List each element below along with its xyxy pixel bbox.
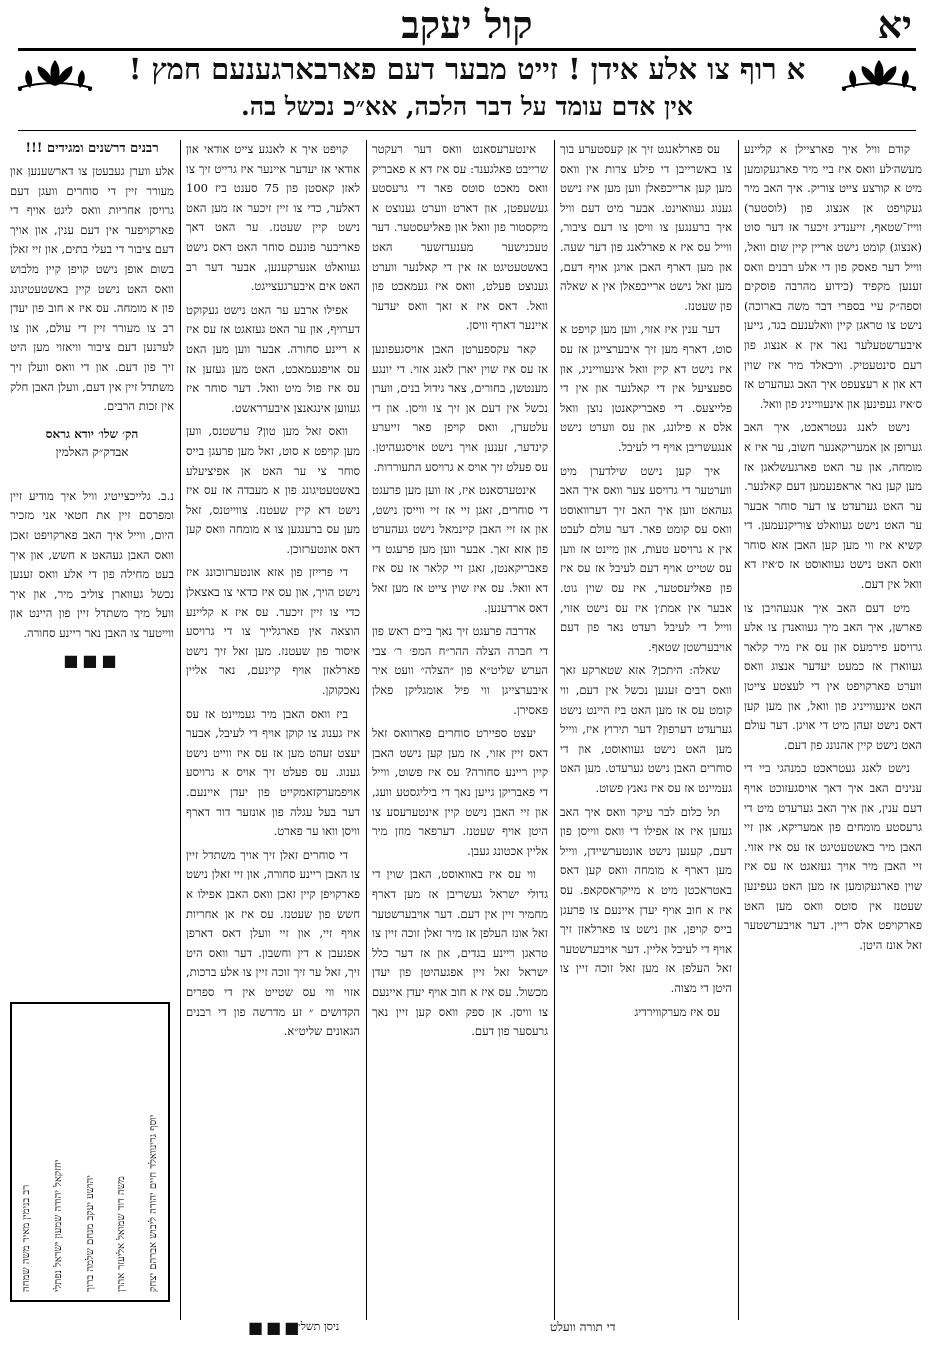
article-paragraph: אינטערעסאנט וואס דער רעקטר שרייבט פאלגענד: עס איז דא א פאבריק וואס מאכט סוטס פאר די גרעסטע געשעפטן, און דארט ווערט גענוצט א מיקסטור פון וואל און פאליעסטער. דער טעכנישער מענעדזשער האט באשטעטיגט אז אין די קאלנער ווערט גענוצט פעלט, וואס איז געמאכט פון וואל. דאס איז א זאך וואס יעדער איינער דארף וויסן.: [372, 142, 548, 333]
article-paragraph: קאר עקספערטן האבן אויסגעפונען אז עס איז שוין יארן לאנג אזוי. די יונגע מענטשן, בחורים, צאר גידול בנים, ווערן נכשל אין דעם אן זיך צו וויסן. און די עלטערן, וואס קויפן פאר זייערע קינדער, זענען אויך נישט אויסגעהיטן. עס פעלט זיך אויס א גרויסע התעוררות.: [372, 341, 548, 474]
article-paragraph: קויפט איך א לאנגע צייט אודאי און אודאי אז יעדער איינער איז גרייט זיך צו לאזן קאסטן פון 75 סענט ביז 100 דאלער, כדי צו זיין זיכער אז מען האט נישט קיין שעטנז. ער האט דאך פאריבער פונעם סוחר האט דאס נישט געוואלט אנערקענען, אבער דער רב האט אים איבערגעצייגט.: [186, 142, 360, 294]
article-paragraph: יעצט ספיירט סוחרים פארוואס זאל דאס זיין אזוי, אז מען קען נישט האבן קיין ריינע סחורה? עס איז פשוט, ווייל די פאבריקן גייען נאך די ביליגסטע וועג, און זיי האבן נישט קיין אינטערעסע צו היטן אויף שעטנז. דערפאר מוזן מיר אליין אכטונג געבן.: [372, 726, 548, 858]
column-divider: [738, 140, 739, 1320]
column-divider: [180, 140, 181, 1320]
lotus-ornament-right-icon: [836, 56, 922, 96]
subhead-rule: [18, 130, 916, 131]
signers-list: [20, 1012, 160, 1292]
article-paragraph: עס פארלאנגט זיך אן קעסטערע בוך צו באשרייבן די פילע צרות אין וואס מען קען ארייכפאלן ווען מען איז נישט גענוג געוואוינט. אבער מיט דעם וויל איך ברענגען צו וויסן צו דעם ציבור, ווייל עס איז א פארלאנג פון דער שעה. און מען דארף האבן אויגן אויף דעם, מען זאל נישט ארייכפאלן אין א שאלה פון שעטנז.: [560, 142, 732, 313]
sidebar-title: רבנים דרשנים ומגידים !!!: [25, 141, 159, 156]
article-paragraph: דער ענין איז אזוי, ווען מען קויפט א סוט, דארף מען זיך איבערצייגן אז עס איז נישט דא קיין וואל אינעווייניג, און ספעציעל אין די קאלנער און אין די פלייצעס. די פאבריקאנטן נוצן וואל אלס א פילונג, און עס ווערט נישט אנגעשריבן אויף די לעיבל.: [560, 322, 732, 454]
footer-separator: ■■■: [248, 1318, 303, 1337]
article-paragraph: איך קען נישט שילדערן מיט ווערטער די גרויסע צער וואס איך האב געהאט ווען איך האב זיך דערוואוסט וואס עס קומט פאר. דער עולם לעבט אין א גרויסע טעות, און מיינט אז ווען עס שטייט אויף דעם לעיבל אז עס איז פון פאליעסטער, איז עס שוין גוט. אבער אין אמת׳ן איז עס נישט אזוי, ווייל די לעיבל רעדט נאר פון דעם אויבערשטן שטאף.: [560, 463, 732, 654]
sidebar-body: אלע ווערן געבעטן צו דארשענען און מעורר זיין די סוחרים וועגן דעם גרויסן אחריות וואס ליגט אויף די פארקויפער אין דעם ענין, און אויך דעם ציבור די בעלי בתים, און זיי זאלן בשום אופן נישט קויפן קיין מלבוש וואס האט נישט קיין באשטעטיגונג פון א מומחה. עס איז א חוב פון יעדן רב צו מעורר זיין די עולם, און צו לערנען דעם ציבור וויאזוי מען היט זיך פון דעם. און די וואס וועלן זיך משתדל זיין אין דעם, וועלן האבן חלק אין זכות הרבים.: [10, 164, 174, 414]
signers-column: יהושע יעקב מנחם שלמה ברוך: [84, 1175, 96, 1292]
article-paragraph: ווי עס איז באוואוסט, האבן שוין די גדולי ישראל געשריבן אז מען דארף מחמיר זיין אין דעם. דער אויבערשטער זאל אונז העלפן אז מיר זאלן זוכה זיין צו טראגן ריינע בגדים, און אז דער כלל ישראל זאל זיין אפגעהיטן פון יעדן מכשול. עס איז א חוב אויף יעדן איינעם צו וויסן. אן ספק וואס קען זיין נאך גרעסער פון דעם.: [372, 867, 548, 1039]
signers-column: יוסף גרינוואלד חיים יהודה ליבוש אברהם יצחק: [148, 1114, 159, 1292]
subheadline: אין אדם עומד על דבר הלכה, אא״כ נכשל בה.: [241, 92, 693, 121]
article-column-3: [372, 140, 548, 1320]
article-paragraph: נישט לאנג געטראכט כמנהגי ביי די ענינים האב איך דאך אויסגעזוכט אויף דעם ענין, און איך האב גערעדט מיט די גרעסטע מומחים פון אמעריקא, און זיי האבן מיר באשטעטיגט אז עס איז אזוי. זיי האבן מיר אויך געזאגט אז עס איז שוין פארגעקומען אז מען האט געפינען שעטנז אין סוטס וואס מען האט פארקויפט אלס ריין. דער אויבערשטער זאל אונז היטן.: [744, 761, 922, 952]
article-paragraph: נישט לאנג געטראכט, איך האב גערופן אן אמעריקאנער חשוב, ער איז א מומחה, און ער האט פארגעשלאגן אז מען קען נאר אראפנעמען דעם קאלנער. ער האט גערעדט צו דער סוחר אבער ער האט נישט געוואלט צוריקנעמען. די קשיא איז ווי מען קען האבן אזא סוחר וואס האט נישט געוואוסט אז ס׳איז דא וואל אין דעם.: [744, 420, 922, 592]
signature-name: הק׳ שלו׳ יודא גראס: [45, 426, 139, 441]
article-paragraph: אפילו ארבע ער האט נישט געקוקט דערויף, און ער האט געזאגט אז עס איז א ריינע סחורה. אבער ווען מען האט עס אויפגעמאכט, האט מען געזען אז עס איז פול מיט וואל. דער סוחר איז געווען אינגאנצן איבערראשט.: [186, 302, 360, 415]
article-paragraph: קודם וויל איך פארציילן א קליינע מעשה׳לע וואס איז ביי מיר פארגעקומען מיט א קורצע צייט צוריק. איך האב מיר געקויפט אן אנצוג פון (לוסטער) ווייז־שטאף, זייענדיג זיכער אז דער סוט (אנצוג) קומט נישט אריין קיין שום וואל, ווייל דער פאסק פון די אלע רבנים וואס זענען מקפיד (כידוע מהרבה פוסקים וספה״ק עיי בספרי דבר משה בארוכה) נישט צו טראגן קיין וואלענעם בגד, גייען איבערשטעלער נאר אין א אנצוג פון רעם סינטעטיק. וויבאלד מיר איז שוין דא און א רעצעפט איך האב געהערט אז ס׳איז געפינען און אינעווייניג פון וואל.: [744, 142, 922, 411]
article-paragraph: מיט דעם האב איך אנגעהויבן צו פארשן, איך האב מיך געוואנדן צו אלע גרויסע פירמעס און עס איז מיר קלאר געווארן אז כמעט יעדער אנצוג וואס ווערט פארקויפט אין די לעצטע צייטן האט אינעווייניג פון וואל, און מען קען דאס נישט זעהן מיט די אויגן. דער עולם האט נישט קיין אהנונג פון דעם.: [744, 600, 922, 752]
signers-column: רב בנימין מאיר משה שמחה: [21, 1184, 32, 1292]
header-rule: [18, 48, 916, 51]
article-paragraph: שאלה: היתכן? אזא שטארקע זאך וואס רבים זענען נכשל אין דעם, ווי קומט עס אז מען האט ביז היינט נישט גערעדט דערפון? דער תירוץ איז, ווייל מען האט נישט געוואוסט, און די סוחרים האבן נישט גערעדט. מען האט געמיינט אז עס איז גאנץ פשוט.: [560, 663, 732, 795]
page-number: יא: [877, 2, 912, 47]
column-divider: [366, 140, 367, 1320]
signers-column: משה דוד שמואל אליעזר אהרן: [116, 1176, 128, 1292]
article-paragraph: די סוחרים זאלן זיך אויך משתדל זיין צו האבן ריינע סחורה, און זיי זאלן נישט פארקויפן קיין זאכן וואס האבן אפילו א חשש פון שעטנז. עס איז אן אחריות אויף זיי, און זיי וועלן דאס דארפן אפגעבן א דין וחשבון. דער וואס היט זיך, זאל ער זיך זוכה זיין צו אלע ברכות, אזוי ווי עס שטייט אין די ספרים הקדושים ״ זע מדרשה פון די רבנים הגאונים שליט״א.: [186, 847, 360, 1039]
headline: א רוף צו אלע אידן ! זייט מבער דעם פארבארגענעם חמץ !: [128, 52, 806, 86]
footer-text: די תורה וועלט: [550, 1320, 616, 1334]
lotus-ornament-right-svg: [836, 56, 922, 96]
section-separator: ■■■: [63, 651, 121, 671]
article-column-2: [560, 140, 732, 1320]
lotus-ornament-left-icon: [12, 56, 98, 96]
article-paragraph: וואס זאל מען טון? ערשטנס, ווען מען קויפט א סוט, זאל מען פרעגן בייס סוחר צי ער האט אן אפיציעלע באשטעטיגונג פון א מעבדה אז עס איז נישט דא קיין שעטנז. צווייטנס, זאל מען עס ברענגען צו א מומחה וואס קען דאס אונטערזוכן.: [186, 424, 360, 556]
article-paragraph: תל כלום לבר עיקר וואס איך האב געזען איז אז אפילו די וואס ווייסן פון דעם, קענען נישט אונטערשיידן, ווייל מען דארף א מומחה וואס קען דאס באטראכטן מיט א מייקראסקאפ. עס איז א חוב אויף יעדן איינעם צו פרעגן בייס קויפן, און נישט צו פארלאזן זיך אויף די לעיבל אליין. דער אויבערשטער זאל העלפן אז מען זאל זוכה זיין צו היטן די מצוה.: [560, 804, 732, 995]
lotus-ornament-left-svg: [12, 56, 98, 96]
article-paragraph: אינטערסאנט איז, אז ווען מען פרעגט די סוחרים, זאגן זיי אז זיי ווייסן נישט, און אז זיי האבן קיינמאל נישט געהערט פון אזא זאך. אבער ווען מען פרעגט די פאבריקאנטן, זאגן זיי קלאר אז עס איז דא וואל. עס איז שוין צייט אז מען זאל דאס ארדענען.: [372, 483, 548, 615]
signers-box: [10, 1002, 170, 1302]
article-paragraph: ביז וואס האבן מיר געמיינט אז עס איז גענוג צו קוקן אויף די לעיבל, אבער יעצט זעהט מען אז עס איז ווייט נישט גענוג. עס פעלט זיך אויס א גרויסע אויפמערקזאמקייט פון יעדן איינעם. דער בעל עגלה פון אונזער דור דארף וויסן וואו ער פארט.: [186, 706, 360, 839]
article-column-1: [744, 140, 922, 1320]
page-header: [0, 0, 934, 50]
column-divider: [554, 140, 555, 1320]
article-paragraph: אדרבה פרעגט זיך נאך ביים ראש פון די חברה הצלה ההר״ח המפ׳ ר׳ צבי הערש שליט״א פון ״הצלה״ וועט איר איבערצייגן ווי פיל אומגליקן פאלן פאסירן.: [372, 624, 548, 717]
footer-date: ניסן תשל״ח: [290, 1320, 340, 1333]
article-paragraph: די פרייזן פון אזא אונטערזוכונג איז נישט הויך, און עס איז כדאי צו באצאלן כדי צו זיין זיכער. עס איז א קליינע הוצאה אין פארגלייך צו די גרויסע איסור פון שעטנז. מען זאל זיך נישט פארלאזן אויף קיינעם, נאר אליין נאכקוקן.: [186, 565, 360, 698]
postscript-note: נ.ב. גלייכצייטיג וויל איך מודיע זיין ומפרסם זיין את חטאי אני מזכיר היום, ווייל איך האב פארקויפט זאכן וואס האבן געהאט א חשש, און איך בעט מחילה פון די אלע וואס זענען נכשל געווארן צוליב מיר, און איך וועל מיך משתדל זיין פון היינט און ווייטער צו האבן נאר ריינע סחורה.: [10, 488, 174, 640]
article-column-4: [186, 140, 360, 1320]
masthead: קול יעקב: [401, 2, 533, 47]
signature-title: אבדק״ק האלמין: [55, 444, 129, 459]
signers-column: יחזקאל יהודה שמעון ישראל נפתלי: [52, 1159, 64, 1292]
article-paragraph: עס איז מערקווירדיג: [634, 1004, 720, 1019]
